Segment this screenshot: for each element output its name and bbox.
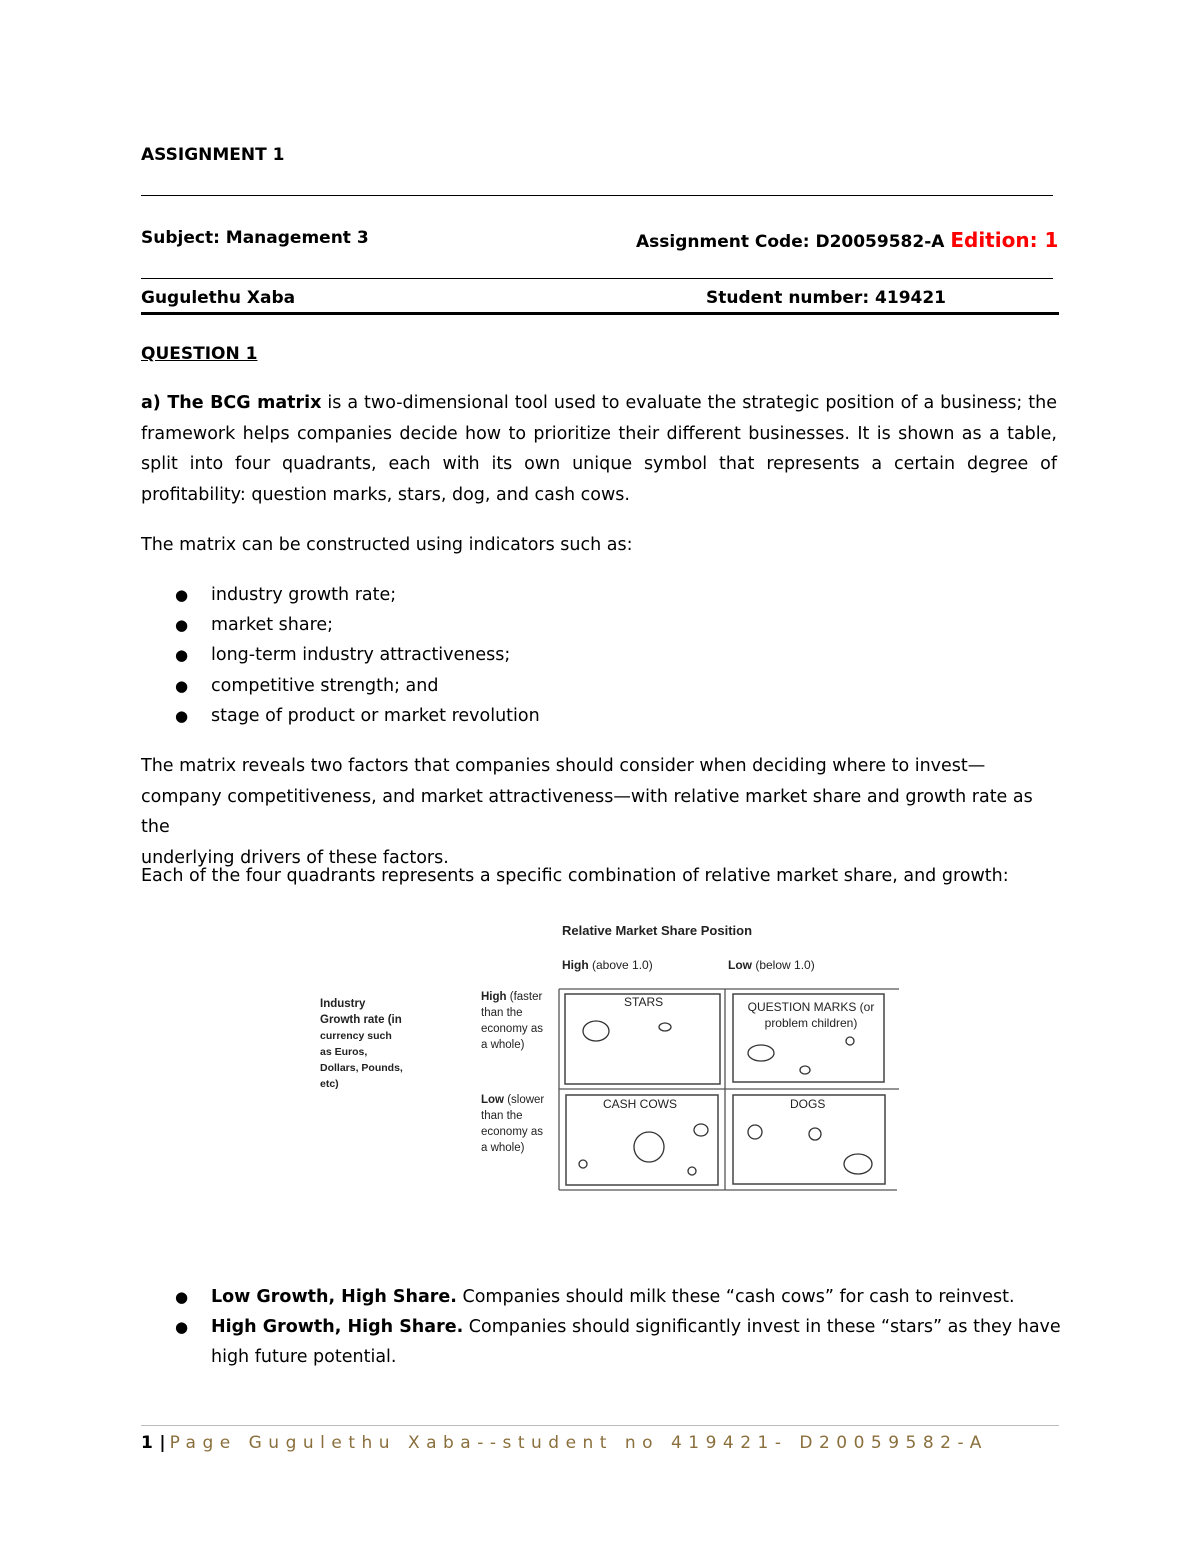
paragraph-a [141, 388, 1057, 510]
assignment-title: ASSIGNMENT 1 [141, 145, 285, 165]
list-item-text: market share; [211, 615, 334, 636]
high-row-text: than the [481, 1007, 523, 1019]
page-number: 1 [141, 1433, 160, 1453]
subject-label: Subject: Management 3 [141, 228, 369, 248]
low-column-label [728, 958, 815, 972]
side-title-line: etc) [320, 1078, 339, 1090]
bullet-icon: ● [175, 706, 189, 725]
high-column-bold: High [562, 958, 589, 972]
bubble [688, 1167, 696, 1175]
low-row-text: economy as [481, 1126, 544, 1138]
bubble [844, 1154, 872, 1174]
student-number: Student number: 419421 [706, 288, 947, 308]
side-title-line: Growth rate (in [320, 1014, 402, 1026]
paragraph-a-line3: split into four quadrants, each with its own unique symbol that represents a certain degree of [141, 454, 1057, 474]
bullet-icon: ● [175, 1288, 189, 1306]
list-item-bold: Low Growth, High Share. [211, 1287, 457, 1307]
list-item-text: competitive strength; and [211, 675, 439, 696]
question-marks-label [736, 999, 886, 1031]
bubble [634, 1132, 664, 1162]
low-row-text: than the [481, 1110, 523, 1122]
bubble [846, 1037, 854, 1045]
side-title-line: as Euros, [320, 1046, 368, 1058]
growth-share-list [141, 1282, 1061, 1373]
question-marks-line: QUESTION MARKS (or [747, 1000, 875, 1014]
list-item-text: stage of product or market revolution [211, 705, 540, 726]
stars-label: STARS [624, 995, 664, 1009]
paragraph-a-line1 [141, 388, 1057, 419]
high-row-text: (faster [509, 991, 543, 1003]
paragraph-a-line4: profitability: question marks, stars, dog, and cash cows. [141, 484, 630, 505]
list-item [141, 580, 1041, 610]
bubble [583, 1021, 609, 1041]
bubble [800, 1066, 810, 1074]
footer-separator: | [159, 1433, 170, 1453]
bullet-icon: ● [175, 646, 189, 665]
divider-thick [141, 312, 1059, 315]
list-item [141, 671, 1041, 701]
bcg-matrix-figure [300, 915, 920, 1215]
edition-label: Edition: 1 [950, 228, 1059, 252]
side-title-line: currency such [320, 1030, 392, 1042]
bubble [748, 1045, 774, 1061]
assignment-code-text: Assignment Code: D20059582-A [636, 232, 945, 252]
factors-paragraph [141, 751, 1061, 873]
page-footer [141, 1433, 988, 1453]
list-item-text: high future potential. [211, 1347, 397, 1368]
page-word: Page [169, 1433, 237, 1453]
bubble [694, 1124, 708, 1136]
low-column-bold: Low [728, 958, 752, 972]
bubble [579, 1160, 587, 1168]
factors-line3: underlying drivers of these factors. [141, 847, 449, 868]
list-item-text: industry growth rate; [211, 585, 397, 605]
low-row-text: a whole) [481, 1142, 525, 1154]
list-item [141, 610, 1041, 640]
high-row-text: economy as [481, 1023, 544, 1035]
student-name: Gugulethu Xaba [141, 288, 296, 308]
paragraph-a-label: a) [141, 393, 168, 413]
divider [141, 278, 1053, 279]
list-item-text: long-term industry attractiveness; [211, 645, 511, 666]
side-title-line: Dollars, Pounds, [320, 1062, 403, 1074]
list-item-bold: High Growth, High Share. [211, 1317, 464, 1338]
footer-text: Gugulethu Xaba--student no 419421- D20059582-A [248, 1433, 988, 1453]
dogs-label: DOGS [790, 1097, 826, 1111]
list-item-text: Companies should milk these “cash cows” for cash to reinvest. [456, 1287, 1015, 1307]
high-row-label [481, 989, 543, 1053]
paragraph-a-line2: framework helps companies decide how to prioritize their different businesses. It is shown as a table, [141, 423, 1057, 444]
footer-rule [141, 1425, 1059, 1426]
side-axis-title [320, 996, 403, 1092]
low-column-rest: (below 1.0) [752, 958, 815, 972]
divider [141, 195, 1053, 196]
list-item [141, 640, 1041, 670]
high-row-text: a whole) [481, 1039, 525, 1051]
low-row-bold: Low [481, 1094, 504, 1106]
question-marks-line: problem children) [764, 1016, 858, 1030]
high-row-bold: High [481, 991, 507, 1003]
bullet-icon: ● [175, 586, 189, 604]
paragraph-a-line1-text: is a two-dimensional tool used to evaluate the strategic position of a business; the [327, 393, 1057, 413]
bullet-icon: ● [175, 676, 189, 695]
bubble [748, 1125, 762, 1139]
paragraph-a-bold: The BCG matrix [167, 393, 322, 413]
low-row-text: (slower [507, 1094, 545, 1106]
list-item-text: Companies should significantly invest in these “stars” as they have [463, 1317, 1061, 1338]
bubble [809, 1128, 821, 1140]
indicators-intro: The matrix can be constructed using indicators such as: [141, 535, 633, 555]
low-row-label [481, 1092, 544, 1156]
bullet-icon: ● [175, 1318, 189, 1337]
high-column-rest: (above 1.0) [588, 958, 653, 972]
list-item [141, 1312, 1061, 1342]
question-heading: QUESTION 1 [141, 344, 258, 364]
quadrants-intro: Each of the four quadrants represents a specific combination of relative market share, and growth: [141, 866, 1009, 886]
indicators-list [141, 580, 1041, 731]
bullet-icon: ● [175, 616, 189, 635]
figure-top-title: Relative Market Share Position [562, 923, 753, 938]
factors-line1: The matrix reveals two factors that companies should consider when deciding where to invest— [141, 756, 986, 776]
bubble [659, 1023, 671, 1031]
list-item-continuation [141, 1342, 1061, 1372]
high-column-label [562, 958, 653, 972]
cash-cows-label: CASH COWS [603, 1097, 678, 1111]
side-title-line: Industry [320, 998, 366, 1010]
factors-line2: company competitiveness, and market attractiveness—with relative market share and growth rate as the [141, 786, 1033, 837]
list-item [141, 1282, 1061, 1312]
list-item [141, 701, 1041, 731]
assignment-code [636, 228, 1058, 252]
